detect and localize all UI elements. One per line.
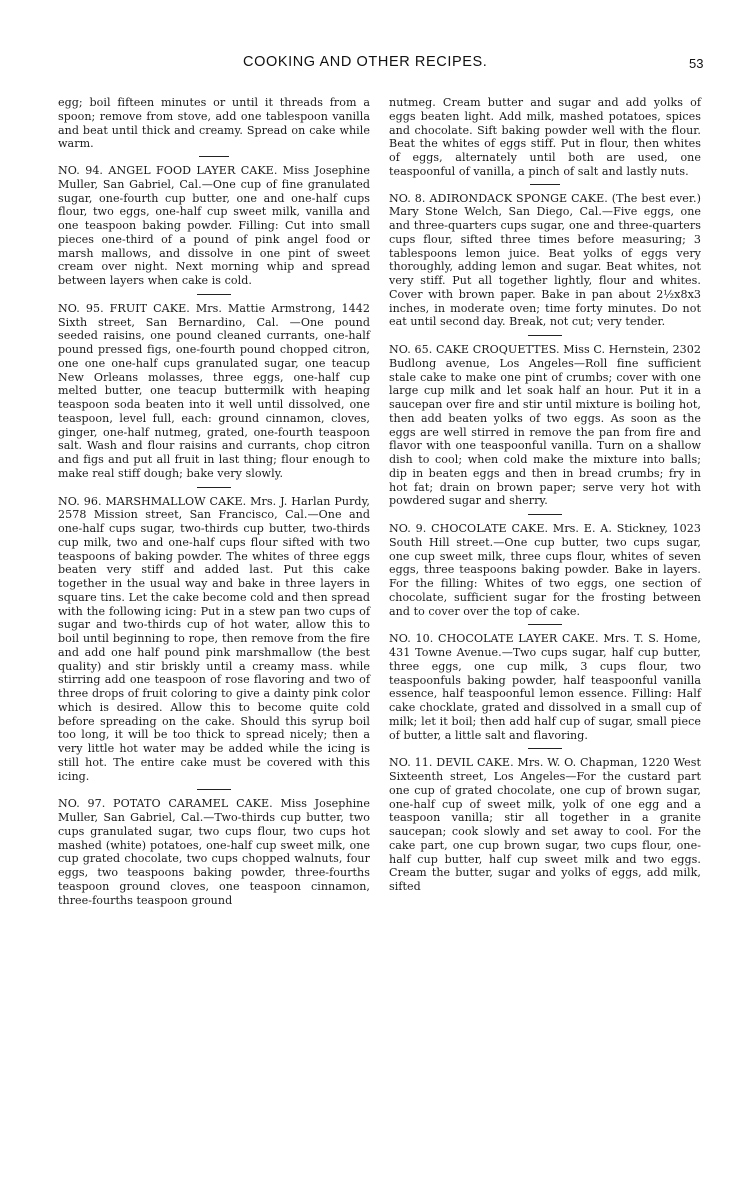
separator [197, 487, 231, 488]
recipe-11: NO. 11. DEVIL CAKE. Mrs. W. O. Chapman, 1220 West Sixteenth street, Los Angeles—For the custard part one cup of grated chocolate, one cup of brown sugar, one-half cup of sweet milk, yolk of one egg and a teaspoon vanilla; stir all together in a granite saucepan; cook slowly and set away to cool. For the cake part, one cup brown sugar, two cups flour, one-half cup butter, half cup sweet milk and two eggs. Cream the butter, sugar and yolks of eggs, add milk, sifted [389, 756, 701, 893]
recipe-96: NO. 96. MARSHMALLOW CAKE. Mrs. J. Harlan Purdy, 2578 Mission street, San Francisco, Cal.—One and one-half cups sugar, two-thirds cup butter, two-thirds cup milk, two and one-half cups flour sifted with two teaspoons of baking powder. The whites of three eggs beaten very stiff and added last. Put this cake together in the usual way and bake in three layers in square tins. Let the cake become cold and then spread with the following icing: Put in a stew pan two cups of sugar and two-thirds cup of hot water, allow this to boil until beginning to rope, then remove from the fire and add one half pound pink marshmallow (the best quality) and stir briskly until a creamy mass. while stirring add one teaspoon of rose flavoring and two of three drops of fruit coloring to give a dainty pink color which is desired. Allow this to become quite cold before spreading on the cake. Should this syrup boil too long, it will be too thick to spread nicely; then a very little hot water may be added while the icing is still hot. The entire cake must be covered with this icing. [58, 494, 370, 783]
separator [528, 335, 562, 336]
right-column [389, 96, 701, 894]
separator [528, 624, 562, 625]
recipe-95: NO. 95. FRUIT CAKE. Mrs. Mattie Armstrong, 1442 Sixth street, San Bernardino, Cal. —One pound seeded raisins, one pound cleaned currants, one-half pound pressed figs, one-fourth pound chopped citron, one one one-half cups granulated sugar, one teacup New Orleans molasses, three eggs, one-half cup melted butter, one teacup buttermilk with heaping teaspoon soda beaten into it well until dissolved, one teaspoon, level full, each: ground cinnamon, cloves, ginger, one-half nutmeg, grated, one-fourth teaspoon salt. Wash and flour raisins and currants, chop citron and figs and put all fruit in last thing; flour enough to make real stiff dough; bake very slowly. [58, 301, 370, 480]
recipe-10: NO. 10. CHOCOLATE LAYER CAKE. Mrs. T. S. Home, 431 Towne Avenue.—Two cups sugar, half cup butter, three eggs, one cup milk, 3 cups flour, two teaspoonfuls baking powder, half teaspoonful vanilla essence, half teaspoonful lemon essence. Filling: Half cake chocklate, grated and dissolved in a small cup of milk; let it boil; then add half cup of sugar, small piece of butter, a little salt and flavoring. [389, 632, 701, 742]
separator [199, 156, 229, 157]
recipe-94: NO. 94. ANGEL FOOD LAYER CAKE. Miss Josephine Muller, San Gabriel, Cal.—One cup of fine granulated sugar, one-fourth cup butter, one and one-half cups flour, two eggs, one-half cup sweet milk, vanilla and one teaspoon baking powder. Filling: Cut into small pieces one-third of a pound of pink angel food or marsh mallows, and dissolve in one pint of sweet cream over night. Next morning whip and spread between layers when cake is cold. [58, 164, 370, 287]
continued-text: egg; boil fifteen minutes or until it threads from a spoon; remove from stove, add one tablespoon vanilla and beat until thick and creamy. Spread on cake while warm. [58, 96, 370, 151]
page-header [0, 54, 750, 78]
separator [530, 184, 560, 185]
recipe-8: NO. 8. ADIRONDACK SPONGE CAKE. (The best ever.) Mary Stone Welch, San Diego, Cal.—Five eggs, one and three-quarters cups sugar, one and three-quarters cups flour, sifted three times before measuring; 3 tablespoons lemon juice. Beat yolks of eggs very thoroughly, adding lemon and sugar. Beat whites, not very stiff. Put all together lightly, flour and whites. Cover with brown paper. Bake in pan about 2½x8x3 inches, in moderate oven; time forty minutes. Do not eat until second day. Break, not cut; very tender. [389, 191, 701, 329]
recipe-97: NO. 97. POTATO CARAMEL CAKE. Miss Josephine Muller, San Gabriel, Cal.—Two-thirds cup butter, two cups granulated sugar, two cups flour, two cups hot mashed (white) potatoes, one-half cup sweet milk, one cup grated chocolate, two cups chopped walnuts, four eggs, two teaspoons baking powder, three-fourths teaspoon ground cloves, one teaspoon cinnamon, three-fourths teaspoon ground [58, 797, 370, 907]
recipe-65: NO. 65. CAKE CROQUETTES. Miss C. Hernstein, 2302 Budlong avenue, Los Angeles—Roll fine sufficient stale cake to make one pint of crumbs; cover with one large cup milk and let soak half an hour. Put it in a saucepan over fire and stir until mixture is boiling hot, then add beaten yolks of two eggs. As soon as the eggs are well stirred in remove the pan from fire and flavor with one teaspoonful vanilla. Turn on a shallow dish to cool; when cold make the mixture into balls; dip in beaten eggs and then in bread crumbs; fry in hot fat; drain on brown paper; serve very hot with powdered sugar and sherry. [389, 343, 701, 508]
left-column [58, 96, 370, 907]
page-title: COOKING AND OTHER RECIPES. [243, 54, 488, 70]
page-number: 53 [689, 56, 704, 71]
continued-text: nutmeg. Cream butter and sugar and add yolks of eggs beaten light. Add milk, mashed potatoes, spices and chocolate. Sift baking powder well with the flour. Beat the whites of eggs stiff. Put in flour, then whites of eggs, alternately until both are used, one teaspoonful of vanilla, a pinch of salt and lastly nuts. [389, 96, 701, 178]
separator [197, 294, 231, 295]
separator [197, 789, 231, 790]
separator [528, 514, 562, 515]
recipe-9: NO. 9. CHOCOLATE CAKE. Mrs. E. A. Stickney, 1023 South Hill street.—One cup butter, two cups sugar, one cup sweet milk, three cups flour, whites of seven eggs, three teaspoons baking powder. Bake in layers. For the filling: Whites of two eggs, one section of chocolate, sufficient sugar for the frosting between and to cover over the top of cake. [389, 522, 701, 618]
separator [528, 748, 562, 749]
